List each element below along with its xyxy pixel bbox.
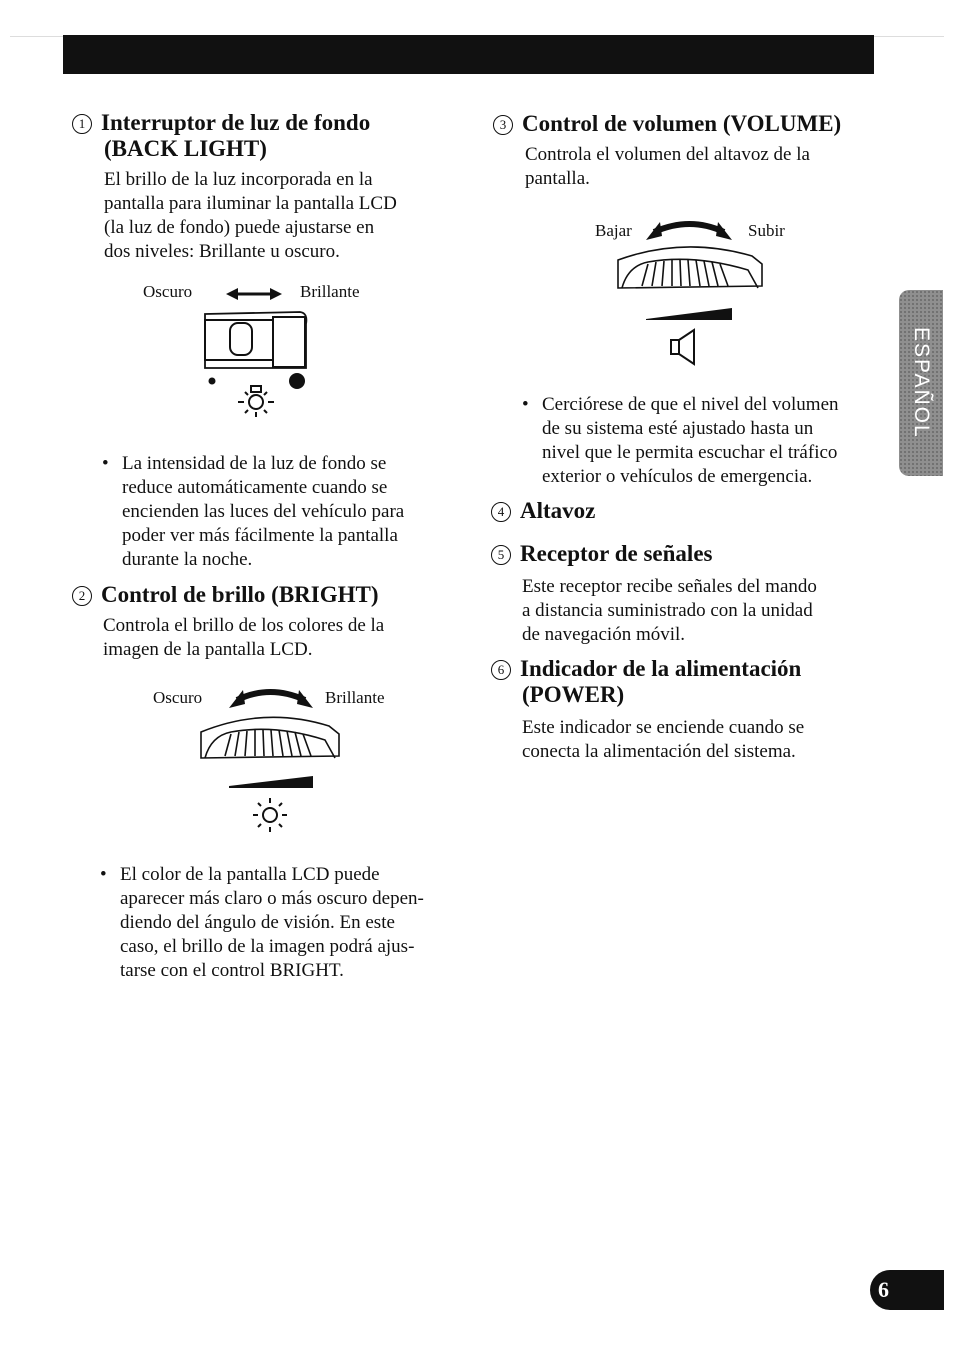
section-3-body (525, 143, 865, 191)
body-line: El brillo de la luz incorporada en la (104, 169, 373, 190)
body-line: Este indicador se enciende cuando se (522, 717, 805, 738)
section-2-heading (72, 582, 379, 608)
section-2-number: 2 (72, 586, 92, 606)
note-line: nivel que le permita escuchar el tráfico (542, 442, 838, 463)
bullet-dot: • (522, 394, 529, 415)
thumbwheel-icon (201, 717, 339, 758)
language-tab (899, 290, 943, 476)
brightness-sun-icon (253, 798, 287, 832)
section-3-title: Control de volumen (VOLUME) (522, 111, 842, 136)
header-bar (63, 35, 874, 74)
section-2-note (100, 863, 450, 983)
section-1-body (104, 168, 444, 264)
section-4-title: Altavoz (520, 498, 596, 523)
body-line: conecta la alimentación del sistema. (522, 741, 796, 762)
volume-label-down: Bajar (595, 221, 632, 240)
section-3-note (522, 393, 882, 489)
section-5-title: Receptor de señales (520, 541, 713, 566)
body-line: de navegación móvil. (522, 624, 686, 645)
section-2-title: Control de brillo (BRIGHT) (101, 582, 379, 607)
note-line: de su sistema esté ajustado hasta un (542, 418, 814, 439)
section-5-number: 5 (491, 545, 511, 565)
note-line: durante la noche. (122, 549, 253, 570)
body-line: imagen de la pantalla LCD. (103, 639, 313, 660)
section-1-note (102, 452, 442, 572)
double-arrow-icon (226, 288, 282, 300)
note-line: poder ver más fácilmente la pantalla (122, 525, 398, 546)
language-tab-label: ESPAÑOL (910, 327, 933, 439)
bright-label-bright: Brillante (325, 688, 385, 707)
bright-label-dark: Oscuro (153, 688, 203, 707)
note-line: El color de la pantalla LCD puede (120, 864, 380, 885)
level-ramp-icon (229, 776, 313, 788)
section-5-body (522, 575, 862, 647)
volume-label-up: Subir (748, 221, 785, 240)
body-line: (la luz de fondo) puede ajustarse en (104, 217, 375, 238)
bright-dial-illustration (195, 680, 345, 835)
bullet-dot: • (102, 453, 109, 474)
note-line: La intensidad de la luz de fondo se (122, 453, 387, 474)
section-6-number: 6 (491, 660, 511, 680)
backlight-label-bright: Brillante (300, 282, 360, 301)
section-4-number: 4 (491, 502, 511, 522)
body-line: dos niveles: Brillante u oscuro. (104, 241, 340, 262)
body-line: Controla el brillo de los colores de la (103, 615, 385, 636)
thumbwheel-icon (618, 247, 762, 288)
section-4-heading (491, 498, 595, 524)
section-3-number: 3 (493, 115, 513, 135)
section-2-body (103, 614, 443, 662)
speaker-icon (671, 330, 694, 364)
section-1-title-line1: Interruptor de luz de fondo (101, 110, 371, 135)
body-line: Controla el volumen del altavoz de la (525, 144, 810, 165)
section-6-title-line1: Indicador de la alimentación (520, 656, 802, 681)
section-6-title-line2: (POWER) (522, 682, 625, 707)
backlight-label-dark: Oscuro (143, 282, 193, 301)
section-6-heading (491, 656, 801, 682)
body-line: pantalla. (525, 168, 590, 189)
body-line: Este receptor recibe señales del mando (522, 576, 817, 597)
note-line: encienden las luces del vehículo para (122, 501, 405, 522)
curved-arrow-icon (229, 690, 313, 708)
note-line: aparecer más claro o más oscuro depen- (120, 888, 424, 909)
note-line: diendo del ángulo de visión. En este (120, 912, 395, 933)
section-1-title-line2: (BACK LIGHT) (104, 136, 267, 161)
note-line: Cerciórese de que el nivel del volumen (542, 394, 839, 415)
section-3-heading (493, 111, 841, 137)
note-line: reduce automáticamente cuando se (122, 477, 388, 498)
section-1-number: 1 (72, 114, 92, 134)
level-ramp-icon (646, 308, 732, 320)
note-line: exterior o vehículos de emergencia. (542, 466, 813, 487)
section-6-body (522, 716, 862, 764)
curved-arrow-icon (646, 222, 732, 240)
section-1-heading (72, 110, 370, 136)
backlight-bulb-icon (238, 386, 274, 417)
note-line: tarse con el control BRIGHT. (120, 960, 344, 981)
section-5-heading (491, 541, 712, 567)
volume-dial-illustration (612, 212, 767, 367)
body-line: a distancia suministrado con la unidad (522, 600, 813, 621)
bullet-dot: • (100, 864, 107, 885)
page-number: 6 (870, 1270, 944, 1310)
note-line: caso, el brillo de la imagen podrá ajus- (120, 936, 415, 957)
body-line: pantalla para iluminar la pantalla LCD (104, 193, 397, 214)
backlight-switch-illustration (200, 282, 320, 422)
slide-switch-icon (205, 312, 306, 389)
